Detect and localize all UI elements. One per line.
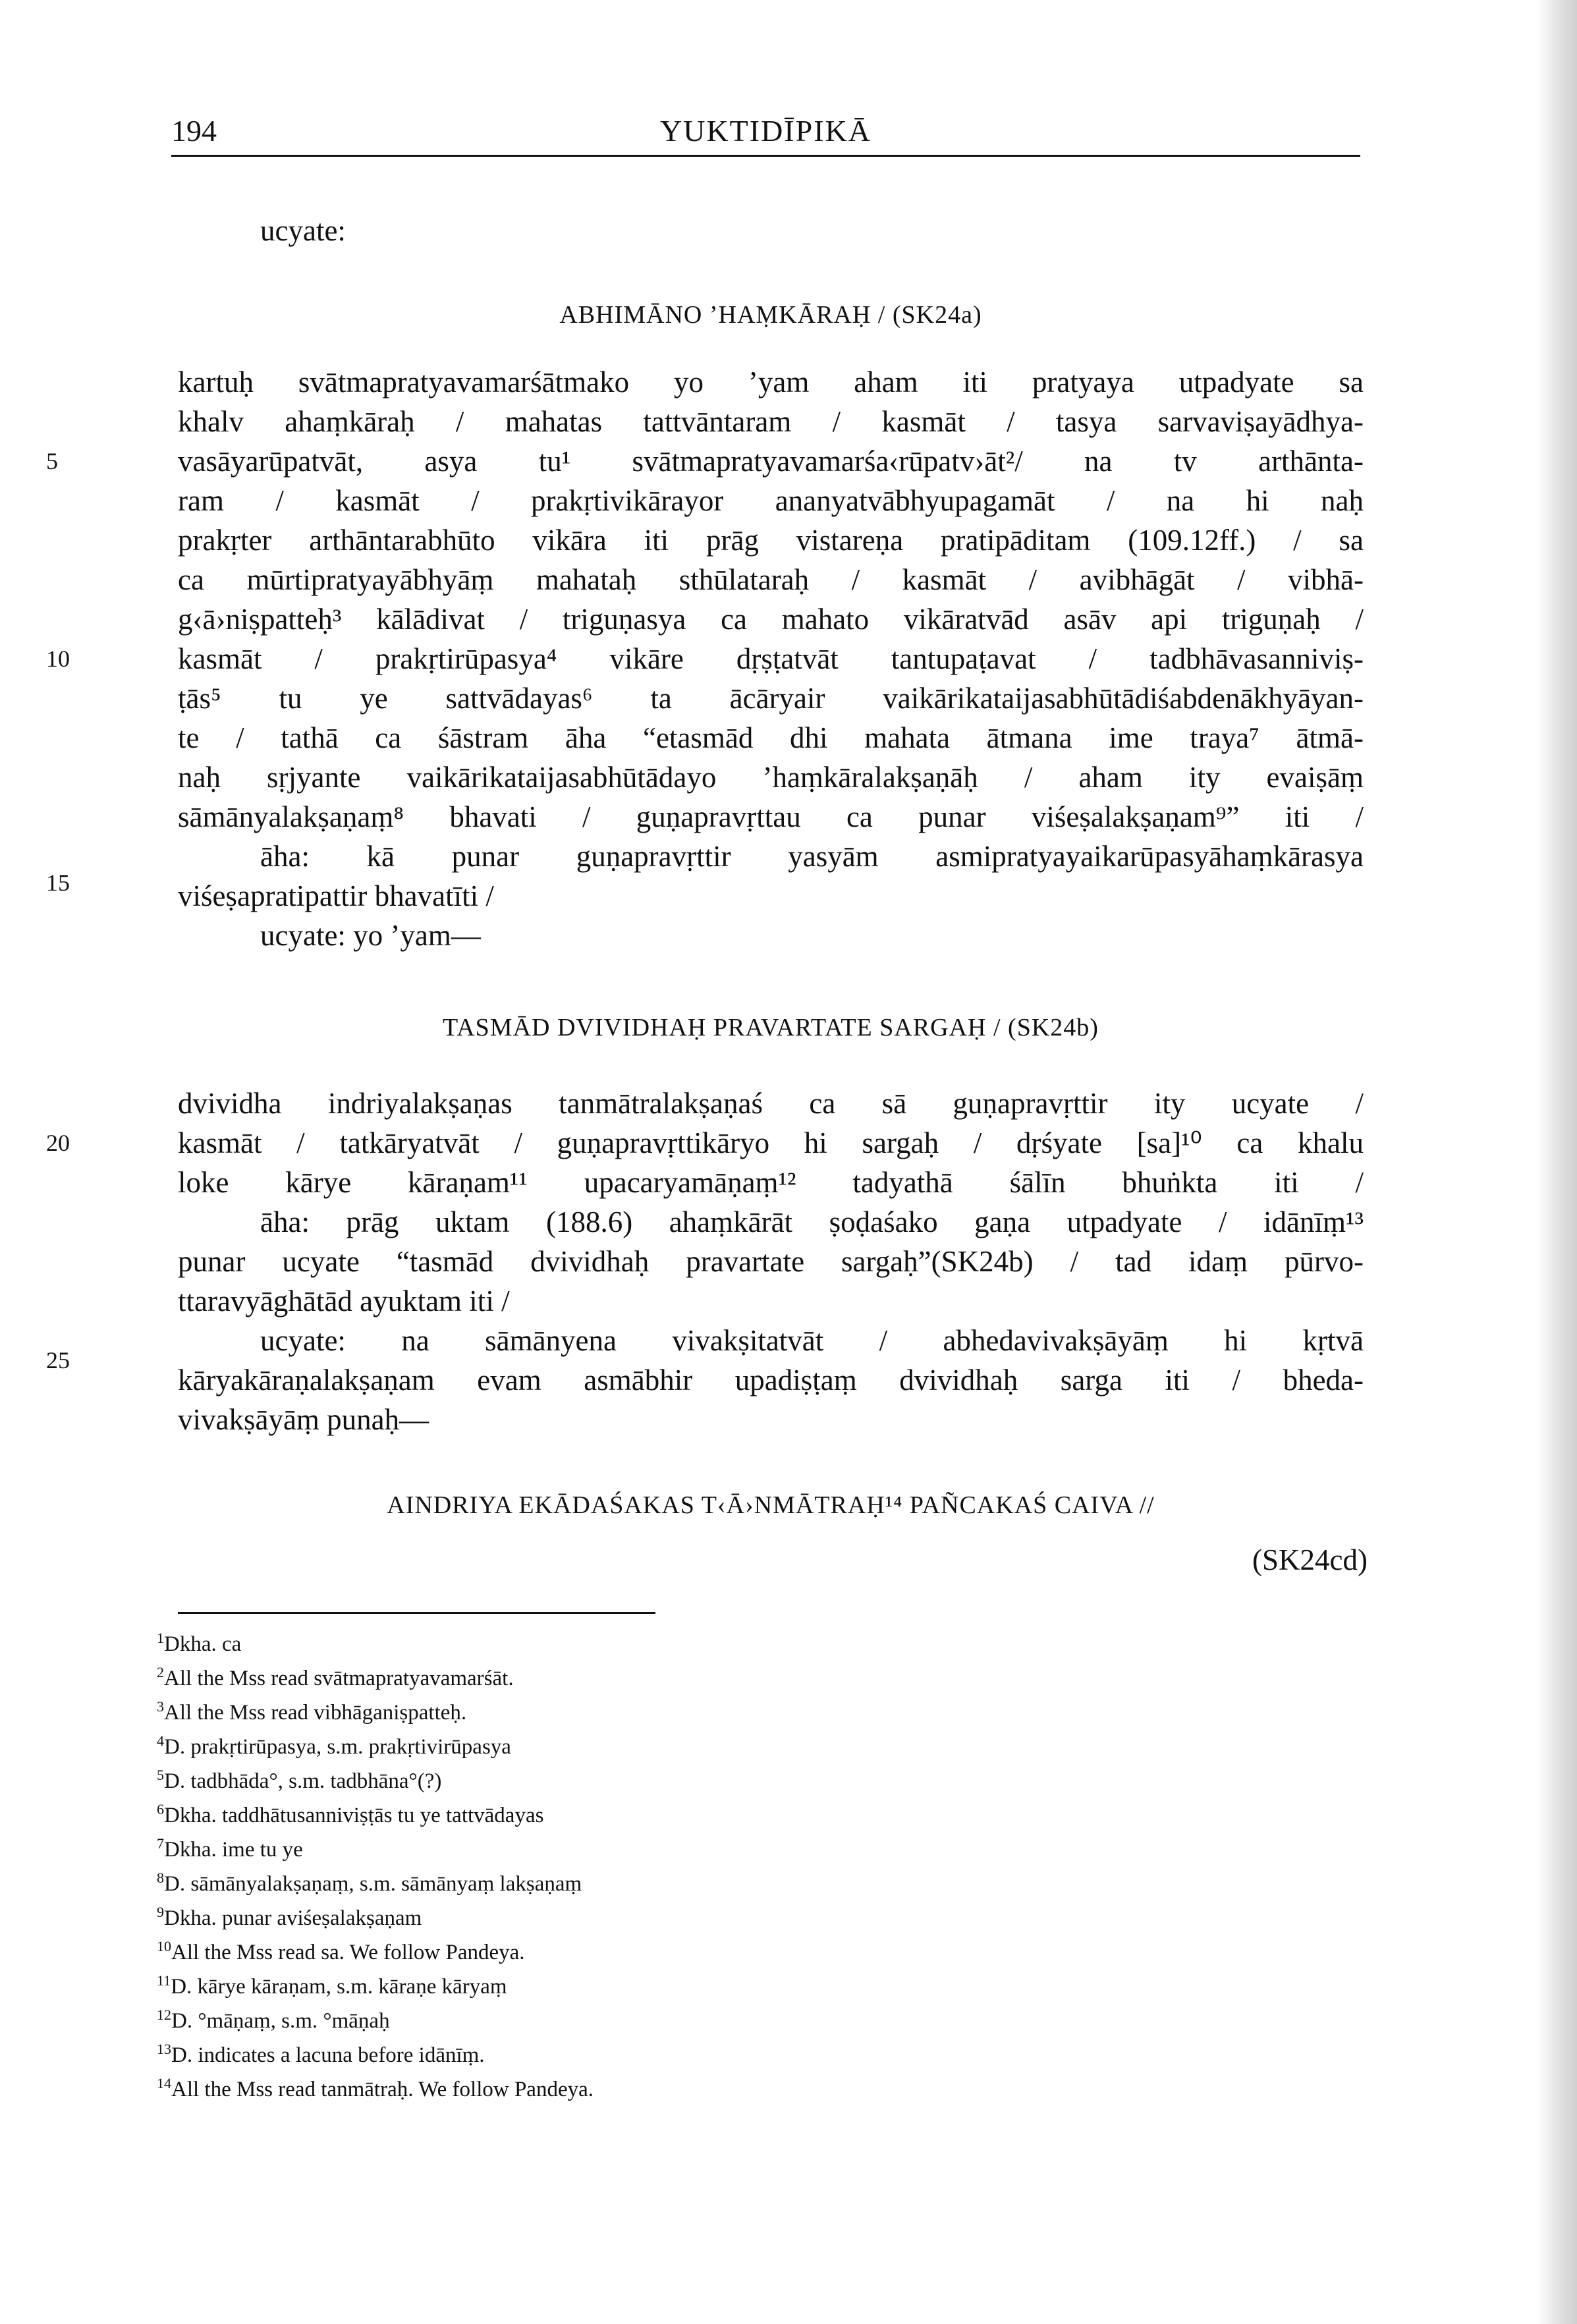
- line-number: 15: [46, 870, 70, 896]
- footnote: $^{12}$D. °māṇaṃ, s.m. °māṇaḥ: [157, 2006, 390, 2033]
- running-title: YUKTIDĪPIKĀ: [660, 114, 872, 148]
- footnote: $^2$All the Mss read svātmapratyavamarśāt.: [157, 1664, 514, 1690]
- text-line: ucyate: yo ’yam—: [260, 919, 481, 952]
- verse-reference: (SK24cd): [1252, 1543, 1368, 1576]
- footnote: $^4$D. prakṛtirūpasya, s.m. prakṛtivirūpasya: [157, 1732, 511, 1759]
- text-line: kāryakāraṇalakṣaṇam evam asmābhir upadiṣṭaṃ dvividhaḥ sarga iti / bheda-: [178, 1364, 1364, 1397]
- footnote: $^{13}$D. indicates a lacuna before idānīṃ.: [157, 2041, 485, 2067]
- verse-heading-sk24cd: AINDRIYA EKĀDAŚAKAS T‹Ā›NMĀTRAḤ¹⁴ PAÑCAKAŚ CAIVA //: [387, 1491, 1155, 1519]
- footnote: $^3$All the Mss read vibhāganiṣpatteḥ.: [157, 1698, 467, 1725]
- line-number: 20: [46, 1130, 70, 1156]
- text-line: g‹ā›niṣpatteḥ³ kālādivat / triguṇasya ca mahato vikāratvād asāv api triguṇaḥ /: [178, 603, 1364, 636]
- text-line: prakṛter arthāntarabhūto vikāra iti prāg vistareṇa pratipāditam (109.12ff.) / sa: [178, 524, 1364, 557]
- text-line: ṭās⁵ tu ye sattvādayas⁶ ta ācāryair vaikārikataijasabhūtādiśabdenākhyāyan-: [178, 682, 1364, 715]
- footnote: $^5$D. tadbhāda°, s.m. tadbhāna°(?): [157, 1767, 442, 1793]
- ucyate-intro: ucyate:: [260, 214, 346, 247]
- text-line: viśeṣapratipattir bhavatīti /: [178, 879, 494, 912]
- verse-heading-sk24b: TASMĀD DVIVIDHAḤ PRAVARTATE SARGAḤ / (SK24b): [443, 1014, 1099, 1041]
- text-line: te / tathā ca śāstram āha “etasmād dhi mahata ātmana ime traya⁷ ātmā-: [178, 721, 1364, 754]
- text-line: loke kārye kāraṇam¹¹ upacaryamāṇaṃ¹² tadyathā śālīn bhuṅkta iti /: [178, 1166, 1364, 1199]
- verse-heading-sk24a: ABHIMĀNO ’HAṂKĀRAḤ / (SK24a): [559, 301, 982, 329]
- text-line: āha: kā punar guṇapravṛttir yasyām asmipratyayaikarūpasyāhaṃkārasya: [260, 840, 1364, 873]
- line-number: 10: [46, 646, 70, 672]
- footnote: $^8$D. sāmānyalakṣaṇaṃ, s.m. sāmānyaṃ lakṣaṇaṃ: [157, 1869, 582, 1896]
- text-line: vasāyarūpatvāt, asya tu¹ svātmapratyavamarśa‹rūpatv›āt²/ na tv arthānta-: [178, 445, 1364, 478]
- text-line: naḥ sṛjyante vaikārikataijasabhūtādayo ’haṃkāralakṣaṇāḥ / aham ity evaiṣāṃ: [178, 761, 1364, 794]
- text-line: ucyate: na sāmānyena vivakṣitatvāt / abhedavivakṣāyāṃ hi kṛtvā: [260, 1324, 1364, 1357]
- footnote: $^7$Dkha. ime tu ye: [157, 1835, 303, 1862]
- text-line: punar ucyate “tasmād dvividhaḥ pravartate sargaḥ”(SK24b) / tad idaṃ pūrvo-: [178, 1245, 1364, 1278]
- line-number: 25: [46, 1347, 70, 1373]
- text-line: khalv ahaṃkāraḥ / mahatas tattvāntaram / kasmāt / tasya sarvaviṣayādhya-: [178, 405, 1364, 438]
- page-edge-shadow: [1537, 0, 1577, 2324]
- footnote: $^{14}$All the Mss read tanmātraḥ. We follow Pandeya.: [157, 2075, 594, 2101]
- footnote: $^1$Dkha. ca: [157, 1630, 242, 1656]
- footnote: $^{10}$All the Mss read sa. We follow Pandeya.: [157, 1938, 525, 1964]
- footnote: $^6$Dkha. taddhātusanniviṣṭās tu ye tattvādayas: [157, 1801, 544, 1827]
- footnote-rule: [178, 1612, 655, 1614]
- text-line: sāmānyalakṣaṇaṃ⁸ bhavati / guṇapravṛttau ca punar viśeṣalakṣaṇam⁹” iti /: [178, 800, 1364, 833]
- text-line: kasmāt / prakṛtirūpasya⁴ vikāre dṛṣṭatvāt tantupaṭavat / tadbhāvasanniviṣ-: [178, 642, 1364, 675]
- text-line: ram / kasmāt / prakṛtivikārayor ananyatvābhyupagamāt / na hi naḥ: [178, 484, 1364, 517]
- text-line: dvividha indriyalakṣaṇas tanmātralakṣaṇaś ca sā guṇapravṛttir ity ucyate /: [178, 1087, 1364, 1120]
- page-number: 194: [171, 114, 217, 148]
- text-line: āha: prāg uktam (188.6) ahaṃkārāt ṣoḍaśako gaṇa utpadyate / idānīṃ¹³: [260, 1205, 1364, 1238]
- footnote: $^9$Dkha. punar aviśeṣalakṣaṇam: [157, 1904, 422, 1930]
- running-header: [171, 109, 1360, 157]
- text-line: ca mūrtipratyayābhyāṃ mahataḥ sthūlataraḥ / kasmāt / avibhāgāt / vibhā-: [178, 563, 1364, 596]
- line-number: 5: [46, 448, 58, 474]
- text-line: kasmāt / tatkāryatvāt / guṇapravṛttikāryo hi sargaḥ / dṛśyate [sa]¹⁰ ca khalu: [178, 1126, 1364, 1159]
- text-line: kartuḥ svātmapratyavamarśātmako yo ’yam aham iti pratyaya utpadyate sa: [178, 366, 1364, 399]
- footnote: $^{11}$D. kārye kāraṇam, s.m. kāraṇe kāryaṃ: [157, 1972, 507, 1999]
- text-line: vivakṣāyāṃ punaḥ—: [178, 1403, 429, 1436]
- text-line: ttaravyāghātād ayuktam iti /: [178, 1285, 510, 1317]
